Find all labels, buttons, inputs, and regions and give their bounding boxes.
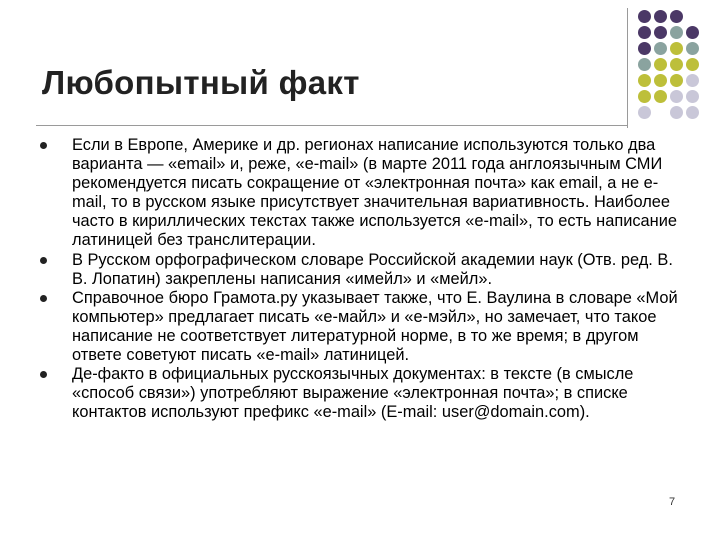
decorative-dot xyxy=(686,74,699,87)
bullet-text: Справочное бюро Грамота.ру указывает также, что Е. Ваулина в словаре «Мой компьютер» предлагает писать «е-майл» и «е-мэйл», но замечает, что такое написание не соответствует литературной норме, в то же время; в другом ответе советуют писать «e-mail» латиницей. xyxy=(72,288,678,365)
bullet-text: Если в Европе, Америке и др. регионах написание используются только два варианта — «email» и, реже, «e-mail» (в марте 2011 года англоязычным СМИ рекомендуется писать сокращение от «электронная почта» как email, а не e-mail, то в русском языке присутствует значительная вариативность. Наиболее часто в кириллических текстах также используется «e-mail», то есть написание латиницей без транслитерации. xyxy=(72,136,677,250)
decorative-dot xyxy=(686,106,699,119)
bullet-text: Де-факто в официальных русскоязычных документах: в тексте (в смысле «способ связи») употребляют выражение «электронная почта»; в списке контактов используют префикс «e-mail» (E-mail: user@domain.com). xyxy=(72,365,634,422)
decorative-dot xyxy=(670,58,683,71)
decorative-dot xyxy=(670,10,683,23)
decorative-dot xyxy=(670,106,683,119)
decorative-dot xyxy=(686,26,699,39)
decorative-dot xyxy=(638,106,651,119)
decorative-dot xyxy=(638,42,651,55)
decorative-dot xyxy=(638,26,651,39)
bullet-item xyxy=(40,289,680,365)
decorative-dot xyxy=(638,74,651,87)
bullet-item xyxy=(40,136,680,251)
decorative-dot xyxy=(670,42,683,55)
page-number: 7 xyxy=(669,496,676,508)
bullet-dot-icon xyxy=(40,371,47,378)
bullet-dot-icon xyxy=(40,295,47,302)
decorative-dot xyxy=(670,26,683,39)
decorative-dot xyxy=(670,90,683,103)
decorative-dot xyxy=(654,26,667,39)
bullet-item xyxy=(40,251,680,289)
decorative-dot xyxy=(654,90,667,103)
decorative-dot xyxy=(686,42,699,55)
decorative-dot xyxy=(654,74,667,87)
bullet-list xyxy=(40,136,680,422)
decorative-dot xyxy=(686,90,699,103)
bullet-dot-icon xyxy=(40,257,47,264)
decorative-dot xyxy=(638,90,651,103)
decorative-dot-grid xyxy=(638,10,718,110)
decorative-dot xyxy=(654,42,667,55)
decorative-dot xyxy=(654,10,667,23)
bullet-item xyxy=(40,365,680,422)
decorative-dot xyxy=(638,10,651,23)
bullet-text: В Русском орфографическом словаре Российской академии наук (Отв. ред. В. В. Лопатин) закреплены написания «имейл» и «мейл». xyxy=(72,250,673,288)
decorative-dot xyxy=(654,58,667,71)
bullet-dot-icon xyxy=(40,142,47,149)
decorative-dot xyxy=(686,58,699,71)
slide-title: Любопытный факт xyxy=(42,64,360,101)
decorative-dot xyxy=(638,58,651,71)
decorative-vertical-line xyxy=(627,8,628,128)
decorative-dot xyxy=(670,74,683,87)
title-underline xyxy=(36,125,628,126)
